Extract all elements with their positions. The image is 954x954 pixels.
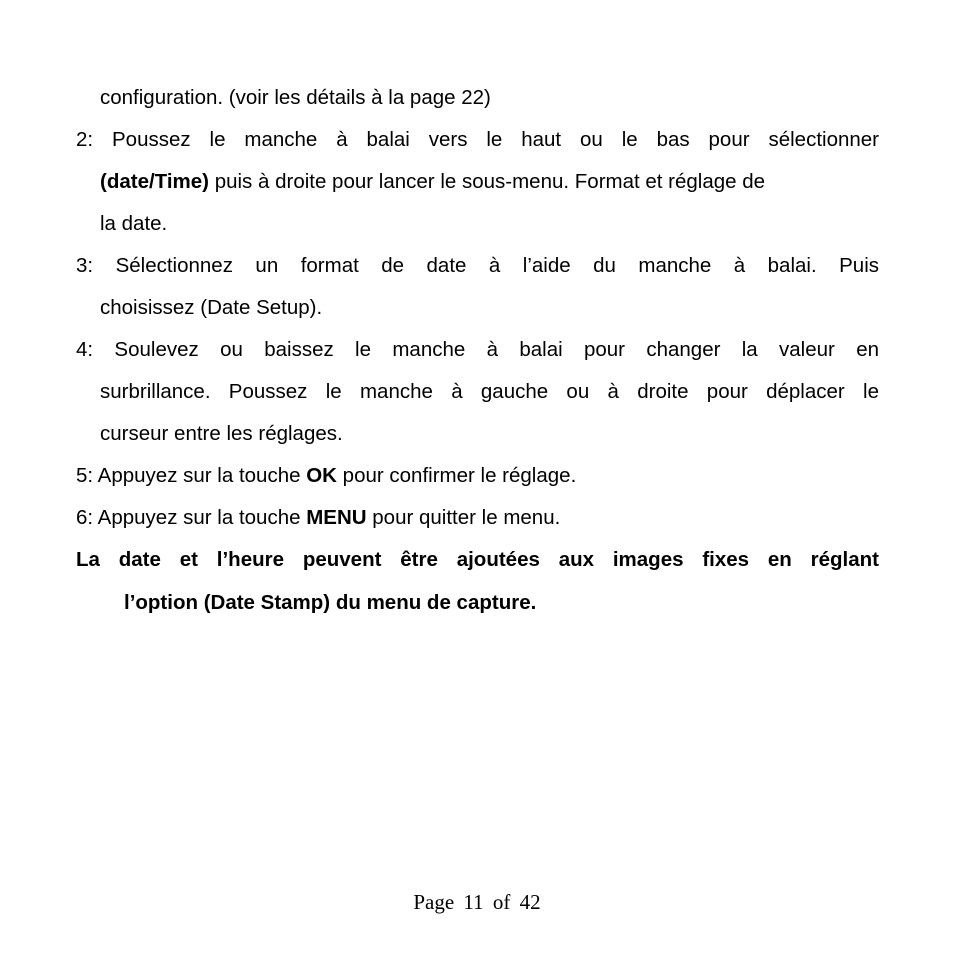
- bold-term-date-time: (date/Time): [100, 170, 209, 193]
- bold-term-menu: MENU: [306, 506, 367, 529]
- step-4-line-3: curseur entre les réglages.: [100, 422, 343, 445]
- step-6-line: [76, 506, 560, 530]
- text-segment: 5: Appuyez sur la touche: [76, 464, 301, 487]
- text-segment: pour quitter le menu.: [372, 506, 561, 529]
- step-3-line-2: choisissez (Date Setup).: [100, 296, 323, 319]
- step-4-line-2: surbrillance. Poussez le manche à gauche ou à droite pour déplacer le: [100, 380, 879, 403]
- text-segment: pour confirmer le réglage.: [342, 464, 577, 487]
- step-4-line-1: 4: Soulevez ou baissez le manche à balai pour changer la valeur en: [76, 338, 879, 361]
- bold-term-ok: OK: [306, 464, 337, 487]
- note-line-1: La date et l’heure peuvent être ajoutées aux images fixes en réglant: [76, 548, 879, 571]
- step-2-line-1: 2: Poussez le manche à balai vers le haut ou le bas pour sélectionner: [76, 128, 879, 151]
- step-5-line: [76, 464, 576, 488]
- step-3-line-1: 3: Sélectionnez un format de date à l’aide du manche à balai. Puis: [76, 254, 879, 277]
- note-line-2: l’option (Date Stamp) du menu de capture.: [124, 591, 537, 614]
- text-segment: puis à droite pour lancer le sous-menu. Format et réglage de: [214, 170, 766, 193]
- step-2-line-3: la date.: [100, 212, 168, 235]
- text-segment: 6: Appuyez sur la touche: [76, 506, 301, 529]
- step-2-line-2: [100, 170, 765, 194]
- page-number-footer: Page 11 of 42: [413, 890, 541, 914]
- text-line: configuration. (voir les détails à la page 22): [100, 86, 491, 109]
